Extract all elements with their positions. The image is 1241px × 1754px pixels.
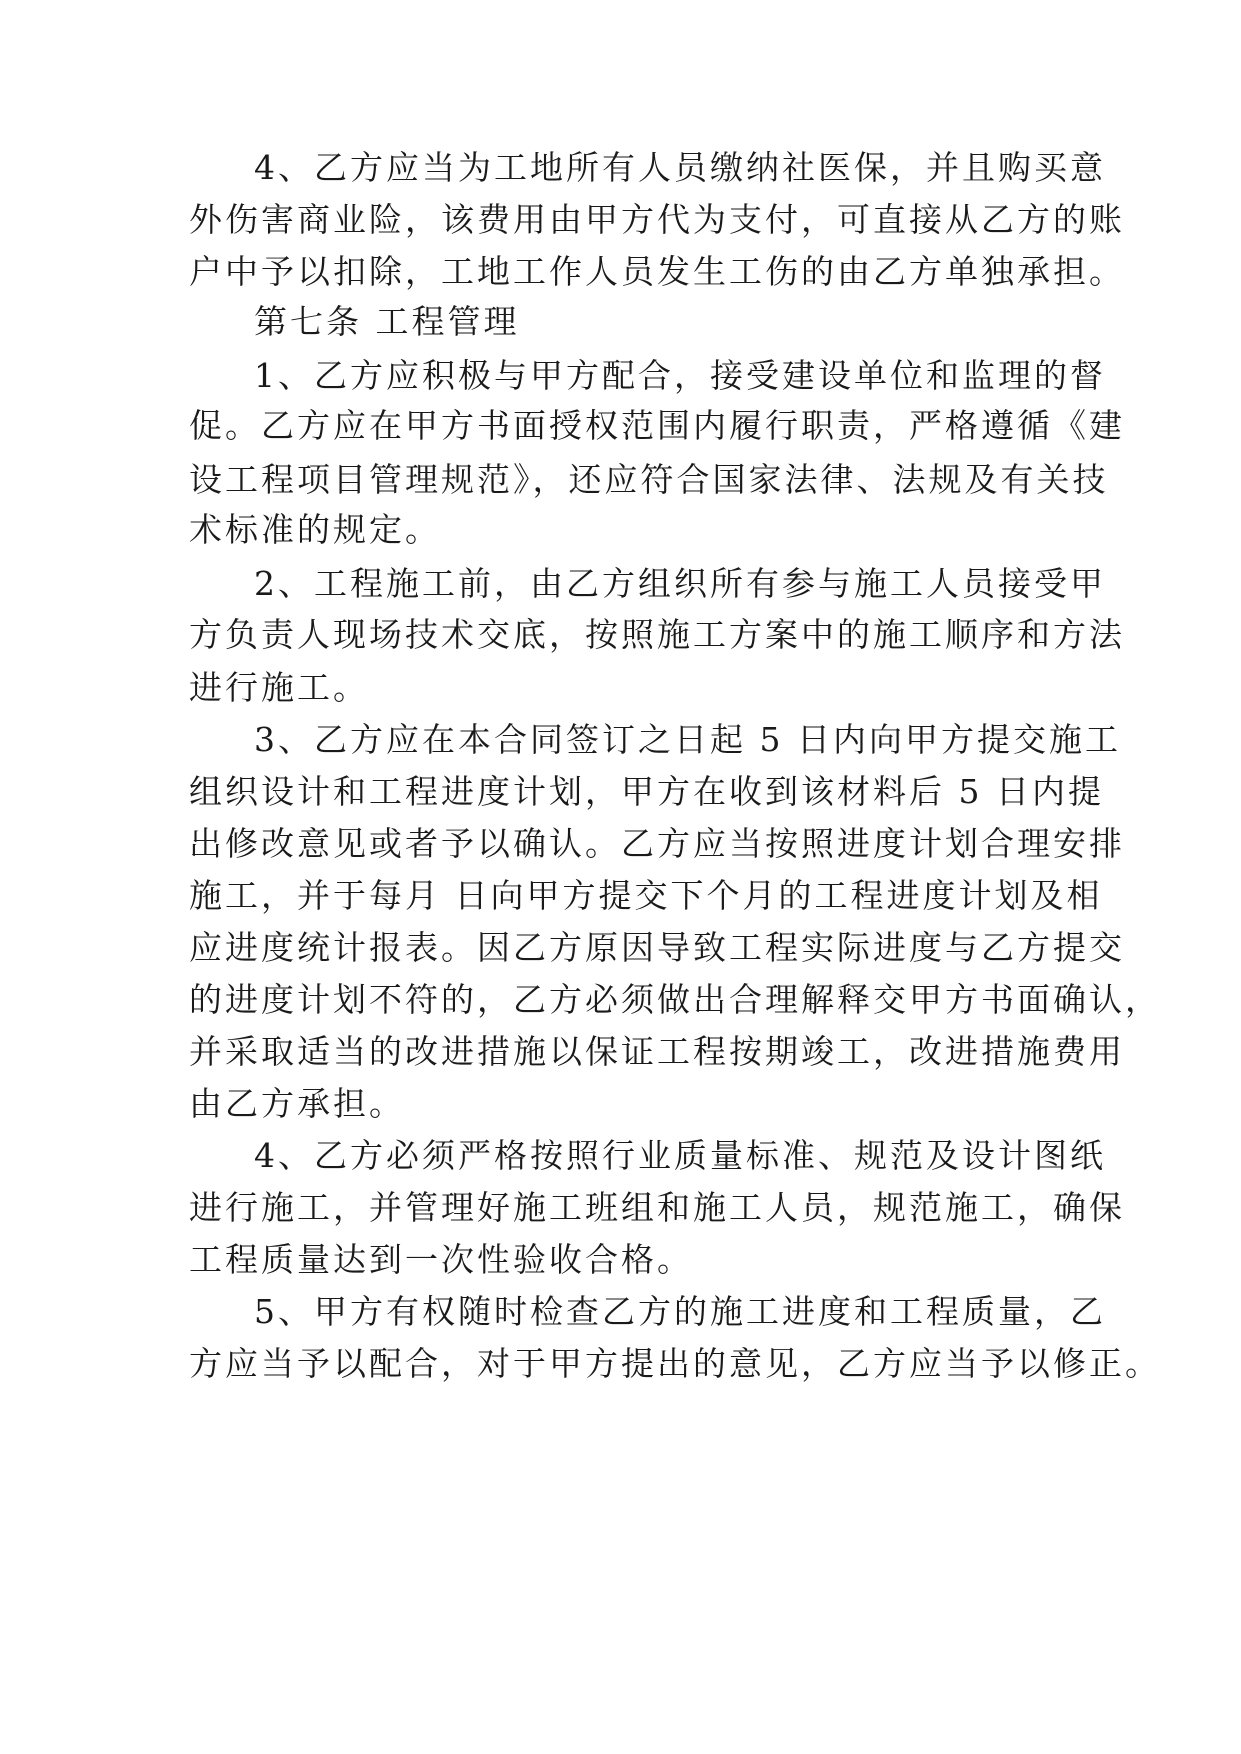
text-line: 术标准的规定。 (189, 510, 441, 549)
text-line: 组织设计和工程进度计划，甲方在收到该材料后 5 日内提 (189, 772, 1104, 811)
text-line: 并采取适当的改进措施以保证工程按期竣工，改进措施费用 (189, 1032, 1125, 1071)
text-line: 3、乙方应在本合同签订之日起 5 日内向甲方提交施工 (254, 720, 1121, 759)
text-line: 5、甲方有权随时检查乙方的施工进度和工程质量，乙 (254, 1292, 1106, 1331)
section-heading: 第七条 工程管理 (254, 302, 520, 341)
text-line: 4、乙方应当为工地所有人员缴纳社医保，并且购买意 (254, 148, 1106, 187)
text-line: 户中予以扣除，工地工作人员发生工伤的由乙方单独承担。 (189, 252, 1125, 291)
text-line: 进行施工，并管理好施工班组和施工人员，规范施工，确保 (189, 1188, 1125, 1227)
text-line: 方应当予以配合，对于甲方提出的意见，乙方应当予以修正。 (189, 1344, 1161, 1383)
text-line: 2、工程施工前，由乙方组织所有参与施工人员接受甲 (254, 564, 1106, 603)
text-line: 外伤害商业险，该费用由甲方代为支付，可直接从乙方的账 (189, 200, 1125, 239)
text-line: 4、乙方必须严格按照行业质量标准、规范及设计图纸 (254, 1136, 1106, 1175)
text-line: 出修改意见或者予以确认。乙方应当按照进度计划合理安排 (189, 824, 1125, 863)
text-line: 方负责人现场技术交底，按照施工方案中的施工顺序和方法 (189, 615, 1125, 654)
text-line: 1、乙方应积极与甲方配合，接受建设单位和监理的督 (254, 356, 1106, 395)
text-line: 设工程项目管理规范》，还应符合国家法律、法规及有关技 (189, 460, 1109, 499)
text-line: 施工，并于每月 日向甲方提交下个月的工程进度计划及相 (189, 876, 1103, 915)
text-line: 进行施工。 (189, 668, 369, 707)
text-line: 由乙方承担。 (189, 1084, 405, 1123)
text-line: 促。乙方应在甲方书面授权范围内履行职责，严格遵循《建 (189, 406, 1125, 445)
text-line: 应进度统计报表。因乙方原因导致工程实际进度与乙方提交 (189, 928, 1125, 967)
text-line: 工程质量达到一次性验收合格。 (189, 1240, 693, 1279)
text-line: 的进度计划不符的，乙方必须做出合理解释交甲方书面确认， (189, 980, 1161, 1019)
